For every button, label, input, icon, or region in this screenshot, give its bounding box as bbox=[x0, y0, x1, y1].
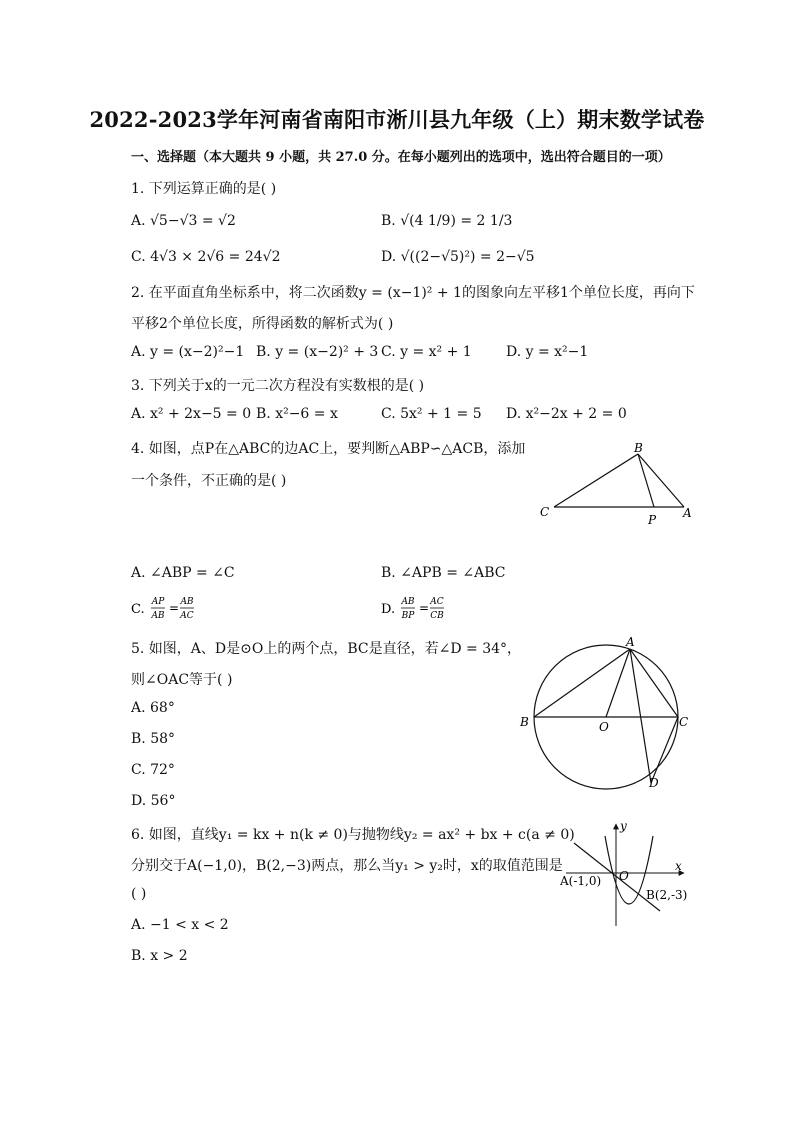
q5-stem-line2: 则∠OAC等于( ) bbox=[131, 672, 233, 688]
q4-side-ba bbox=[638, 454, 684, 507]
q4-c-frac2-num: AB bbox=[180, 597, 194, 607]
q5-label-c: C bbox=[679, 715, 689, 729]
q4-d-frac2-num: AC bbox=[430, 597, 444, 607]
q4-label-p: P bbox=[648, 513, 657, 527]
q2-stem-line1: 2. 在平面直角坐标系中，将二次函数y = (x−1)² + 1的图象向左平移1个单位长度，再向下 bbox=[131, 285, 695, 301]
q5-option-b[interactable]: B. 58° bbox=[131, 731, 176, 747]
q4-option-c-prefix: C. bbox=[131, 602, 145, 617]
q3-option-d[interactable]: D. x²−2x + 2 = 0 bbox=[506, 406, 627, 422]
q4-option-b[interactable]: B. ∠APB = ∠ABC bbox=[381, 565, 506, 581]
q1-stem: 1. 下列运算正确的是( ) bbox=[131, 181, 277, 197]
q2-option-a[interactable]: A. y = (x−2)²−1 bbox=[131, 344, 245, 360]
q1-option-b[interactable]: B. √(4 1/9) = 2 1/3 bbox=[381, 213, 513, 229]
q6-stem-line1: 6. 如图，直线y₁ = kx + n(k ≠ 0)与抛物线y₂ = ax² + bx + c(a ≠ 0) bbox=[131, 827, 575, 843]
q5-option-c[interactable]: C. 72° bbox=[131, 762, 175, 778]
q5-radius-oa bbox=[606, 649, 630, 717]
q5-chord-ad bbox=[630, 649, 651, 783]
q1-option-a[interactable]: A. √5−√3 = √2 bbox=[131, 213, 236, 229]
q5-chord-ac bbox=[630, 649, 678, 717]
q4-c-frac1-num: AP bbox=[151, 597, 165, 607]
q4-label-c: C bbox=[540, 505, 550, 519]
q6-stem-line3: ( ) bbox=[131, 886, 147, 902]
q4-d-frac2-den: CB bbox=[430, 611, 444, 621]
q5-option-a[interactable]: A. 68° bbox=[131, 700, 175, 716]
q3-option-a[interactable]: A. x² + 2x−5 = 0 bbox=[131, 406, 252, 422]
q4-segment-bp bbox=[638, 454, 654, 507]
q4-stem-line1: 4. 如图，点P在△ABC的边AC上，要判断△ABP∽△ACB，添加 bbox=[131, 441, 526, 457]
q5-option-d[interactable]: D. 56° bbox=[131, 793, 176, 809]
q2-stem-line2: 平移2个单位长度，所得函数的解析式为( ) bbox=[131, 316, 394, 332]
q2-option-c[interactable]: C. y = x² + 1 bbox=[381, 344, 472, 360]
q6-option-b[interactable]: B. x > 2 bbox=[131, 948, 188, 964]
q4-c-frac2-den: AC bbox=[180, 611, 194, 621]
q6-label-point-b: B(2,-3) bbox=[646, 888, 688, 902]
q4-label-b: B bbox=[634, 441, 643, 455]
q4-option-a[interactable]: A. ∠ABP = ∠C bbox=[131, 565, 235, 581]
q4-option-c[interactable] bbox=[128, 592, 248, 624]
q5-label-b: B bbox=[520, 715, 529, 729]
svg-text:=: = bbox=[419, 601, 430, 615]
q5-chord-dc bbox=[651, 717, 678, 783]
q6-label-origin: O bbox=[619, 869, 629, 883]
q4-c-frac1-den: AB bbox=[151, 611, 165, 621]
q4-side-cb bbox=[554, 454, 638, 507]
q2-option-b[interactable]: B. y = (x−2)² + 3 bbox=[256, 344, 379, 360]
q5-stem-line1: 5. 如图，A、D是⊙O上的两个点，BC是直径，若∠D = 34°， bbox=[131, 641, 522, 657]
q6-label-y: y bbox=[620, 819, 627, 833]
svg-text:=: = bbox=[169, 601, 180, 615]
q6-graph-figure bbox=[556, 818, 696, 930]
section-heading: 一、选择题（本大题共 9 小题，共 27.0 分。在每小题列出的选项中，选出符合题目的一项） bbox=[131, 150, 671, 165]
q6-option-a[interactable]: A. −1 < x < 2 bbox=[131, 917, 229, 933]
q6-label-point-a: A(-1,0) bbox=[560, 874, 602, 888]
q4-triangle-figure bbox=[530, 436, 700, 531]
q4-option-d-prefix: D. bbox=[381, 602, 396, 617]
q5-circle-figure bbox=[512, 632, 697, 797]
q5-label-d: D bbox=[649, 776, 659, 790]
q4-option-d[interactable] bbox=[378, 592, 498, 624]
q3-option-c[interactable]: C. 5x² + 1 = 5 bbox=[381, 406, 482, 422]
q6-stem-line2: 分别交于A(−1,0)，B(2,−3)两点，那么当y₁ > y₂时，x的取值范围是 bbox=[131, 858, 563, 874]
q4-d-frac1-den: BP bbox=[401, 611, 415, 621]
q6-label-x: x bbox=[675, 859, 682, 873]
q5-label-o: O bbox=[599, 720, 609, 734]
q5-chord-ba bbox=[534, 649, 630, 717]
q4-label-a: A bbox=[683, 506, 692, 520]
q4-d-frac1-num: AB bbox=[401, 597, 415, 607]
q2-option-d[interactable]: D. y = x²−1 bbox=[506, 344, 589, 360]
q5-label-a: A bbox=[626, 635, 635, 649]
q4-stem-line2: 一个条件，不正确的是( ) bbox=[131, 473, 287, 489]
q3-option-b[interactable]: B. x²−6 = x bbox=[256, 406, 338, 422]
q1-option-d[interactable]: D. √((2−√5)²) = 2−√5 bbox=[381, 249, 535, 265]
page-title: 2022-2023学年河南省南阳市淅川县九年级（上）期末数学试卷 bbox=[89, 107, 705, 132]
q1-option-c[interactable]: C. 4√3 × 2√6 = 24√2 bbox=[131, 249, 281, 265]
q3-stem: 3. 下列关于x的一元二次方程没有实数根的是( ) bbox=[131, 378, 425, 394]
